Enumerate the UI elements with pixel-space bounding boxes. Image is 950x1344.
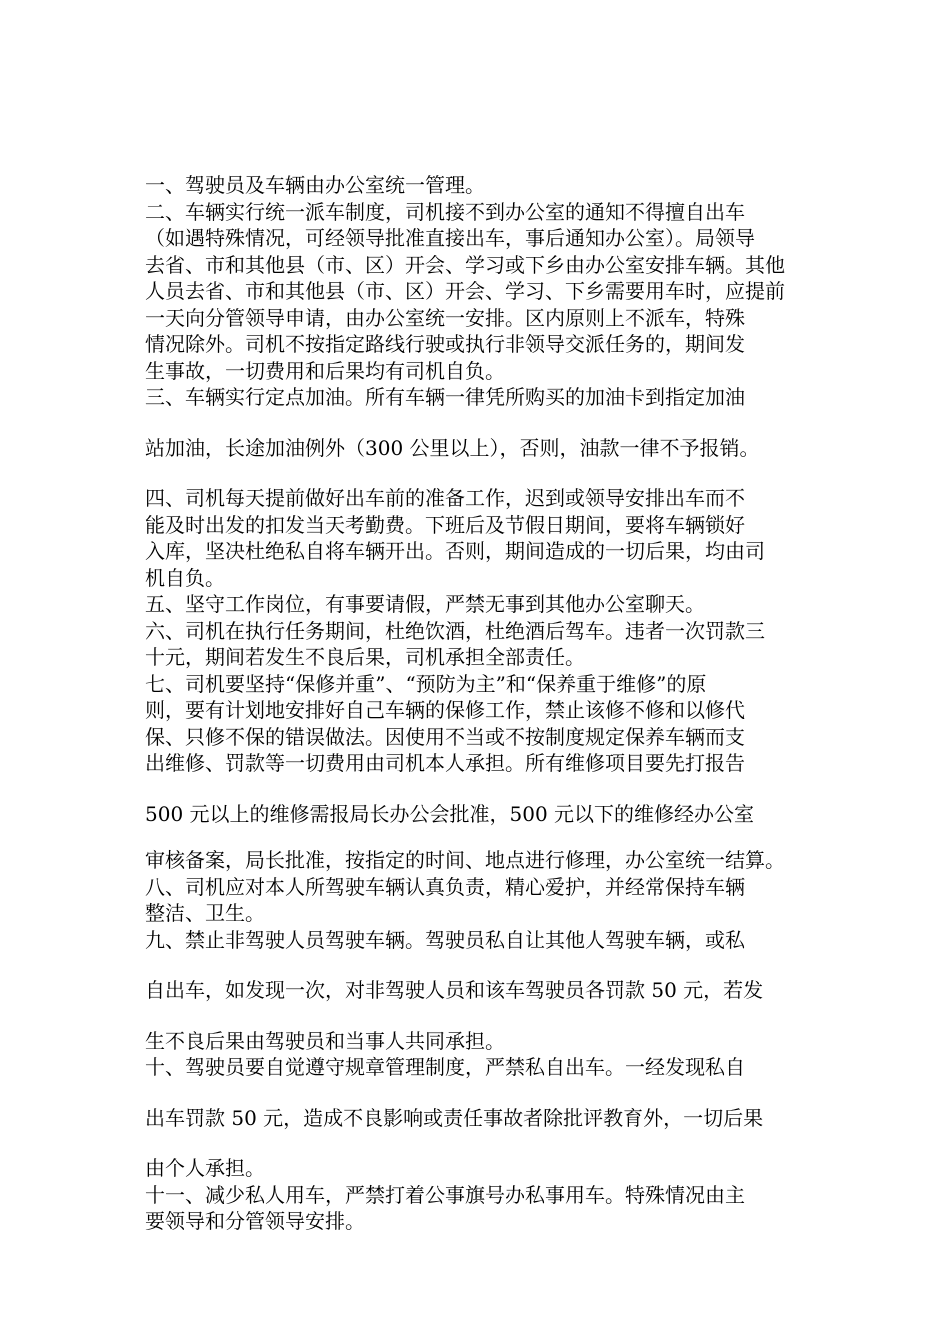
text-line: 去省、市和其他县（市、区）开会、学习或下乡由办公室安排车辆。其他 [145,252,785,277]
text-line: 二、车辆实行统一派车制度，司机接不到办公室的通知不得擅自出车 [145,199,745,224]
paragraph-10 [145,1054,810,1182]
text-line: 机自负。 [145,565,225,590]
text-line: 站加油，长途加油例外（300 公里以上），否则，油款一律不予报销。 [145,435,760,460]
text-line: 情况除外。司机不按指定路线行驶或执行非领导交派任务的，期间发 [145,332,745,356]
paragraph-6 [145,618,810,671]
paragraph-1 [145,172,810,199]
text-line: 500 元以上的维修需报局长办公会批准，500 元以下的维修经办公室 [145,801,755,826]
text-line: 十元，期间若发生不良后果，司机承担全部责任。 [145,645,585,669]
text-line: 七、司机要坚持“保修并重”、“预防为主”和“保养重于维修”的原 [145,671,707,696]
paragraph-4 [145,485,810,591]
text-line: （如遇特殊情况，可经领导批准直接出车，事后通知办公室）。局领导 [145,226,755,250]
text-line: 自出车，如发现一次，对非驾驶人员和该车驾驶员各罚款 50 元，若发 [145,978,764,1002]
text-line: 九、禁止非驾驶人员驾驶车辆。驾驶员私自让其他人驾驶车辆，或私 [145,927,745,952]
paragraph-5 [145,591,810,618]
paragraph-2 [145,199,810,385]
text-line: 由个人承担。 [145,1156,265,1180]
text-line: 八、司机应对本人所驾驶车辆认真负责，精心爱护，并经常保持车辆 [145,874,745,899]
text-line: 出维修、罚款等一切费用由司机本人承担。所有维修项目要先打报告 [145,751,745,775]
text-line: 六、司机在执行任务期间，杜绝饮酒，杜绝酒后驾车。违者一次罚款三 [145,618,765,643]
text-line: 出车罚款 50 元，造成不良影响或责任事故者除批评教育外，一切后果 [145,1105,764,1130]
paragraph-11 [145,1182,810,1235]
text-line: 十一、减少私人用车，严禁打着公事旗号办私事用车。特殊情况由主 [145,1182,745,1207]
document-body [145,172,810,1235]
text-line: 生不良后果由驾驶员和当事人共同承担。 [145,1028,505,1053]
text-line: 五、坚守工作岗位，有事要请假，严禁无事到其他办公室聊天。 [145,592,705,616]
text-line: 整洁、卫生。 [145,901,265,925]
text-line: 能及时出发的扣发当天考勤费。下班后及节假日期间，要将车辆锁好 [145,512,745,537]
text-line: 生事故，一切费用和后果均有司机自负。 [145,358,505,383]
text-line: 则，要有计划地安排好自己车辆的保修工作，禁止该修不修和以修代 [145,698,745,722]
paragraph-8 [145,874,810,927]
text-line: 三、车辆实行定点加油。所有车辆一律凭所购买的加油卡到指定加油 [145,385,745,409]
text-line: 十、驾驶员要自觉遵守规章管理制度，严禁私自出车。一经发现私自 [145,1055,745,1079]
paragraph-9 [145,927,810,1055]
text-line: 审核备案，局长批准，按指定的时间、地点进行修理，办公室统一结算。 [145,848,785,872]
text-line: 四、司机每天提前做好出车前的准备工作，迟到或领导安排出车而不 [145,486,745,510]
text-line: 人员去省、市和其他县（市、区）开会、学习、下乡需要用车时，应提前 [145,279,785,303]
text-line: 要领导和分管领导安排。 [145,1209,365,1233]
paragraph-7 [145,671,810,874]
text-line: 一天向分管领导申请，由办公室统一安排。区内原则上不派车，特殊 [145,305,745,330]
paragraph-3 [145,384,810,461]
text-line: 一、驾驶员及车辆由办公室统一管理。 [145,173,485,197]
text-line: 入库，坚决杜绝私自将车辆开出。否则，期间造成的一切后果，均由司 [145,539,765,563]
text-line: 保、只修不保的错误做法。因使用不当或不按制度规定保养车辆而支 [145,724,745,749]
